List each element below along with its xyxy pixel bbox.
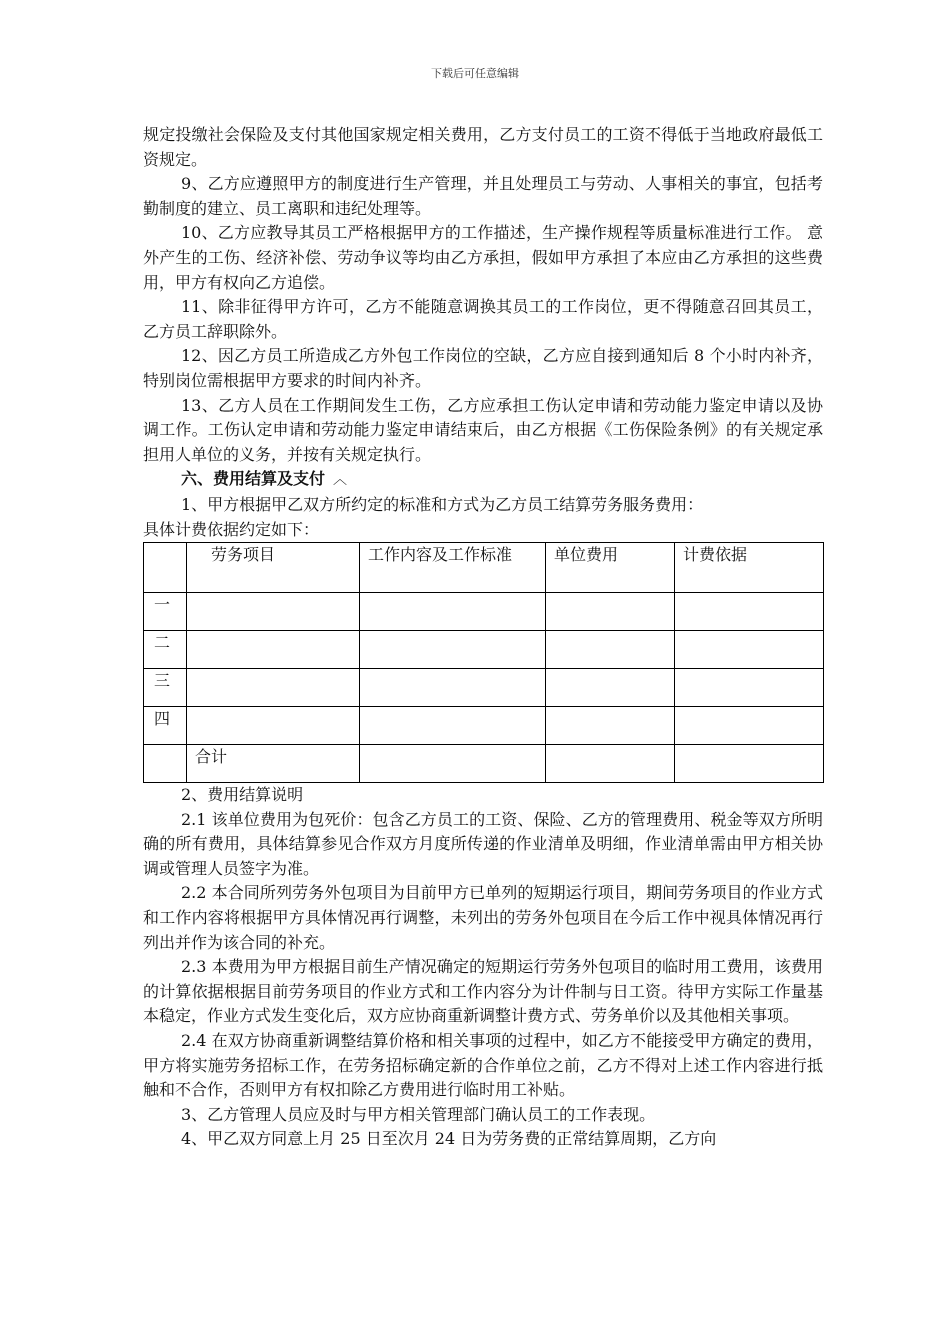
paragraph: 2.4 在双方协商重新调整结算价格和相关事项的过程中，如乙方不能接受甲方确定的费用，甲方将实施劳务招标工作，在劳务招标确定新的合作单位之前，乙方不得对上述工作内容进行抵触和不合作，否则甲方有权扣除乙方费用进行临时用工补贴。 (143, 1031, 823, 1100)
table-cell (546, 593, 675, 631)
section-heading-text: 六、费用结算及支付 (181, 469, 326, 489)
row-number-cell: 一 (144, 593, 187, 631)
paragraph: 2、费用结算说明 (181, 785, 304, 805)
table-cell (144, 745, 187, 783)
table-row (144, 593, 824, 631)
paragraphs-bottom (143, 783, 823, 1152)
paragraph: 2.3 本费用为甲方根据目前生产情况确定的短期运行劳务外包项目的临时用工费用，该费用的计算依据根据目前劳务项目的作业方式和工作内容分为计件制与日工资。待甲方实际工作量基本稳定，作业方式发生变化后，双方应协商重新调整计费方式、劳务单价以及其他相关事项。 (143, 957, 823, 1026)
paragraph: 11、除非征得甲方许可，乙方不能随意调换其员工的工作岗位，更不得随意召回其员工，乙方员工辞职除外。 (143, 297, 823, 341)
table-cell (360, 707, 546, 745)
table-cell (360, 745, 546, 783)
section-heading (143, 467, 823, 493)
table-cell (675, 745, 824, 783)
table-header-cell (144, 543, 187, 593)
page-header: 下载后可任意编辑 (431, 67, 519, 80)
table-header-cell: 计费依据 (675, 543, 824, 593)
paragraph: 13、乙方人员在工作期间发生工伤，乙方应承担工伤认定申请和劳动能力鉴定申请以及协调工作。工伤认定申请和劳动能力鉴定申请结束后，由乙方根据《工伤保险条例》的有关规定承担用人单位的义务，并按有关规定执行。 (143, 395, 823, 464)
table-row (144, 631, 824, 669)
paragraph: 4、甲乙双方同意上月 25 日至次月 24 日为劳务费的正常结算周期，乙方向 (181, 1129, 717, 1149)
table-cell (360, 669, 546, 707)
table-cell (187, 631, 360, 669)
table-cell (546, 745, 675, 783)
table-cell (187, 669, 360, 707)
fee-table-body (144, 543, 824, 783)
table-cell (675, 707, 824, 745)
table-header-cell: 工作内容及工作标准 (360, 543, 546, 593)
table-cell (675, 593, 824, 631)
table-cell (546, 631, 675, 669)
paragraph: 2.2 本合同所列劳务外包项目为目前甲方已单列的短期运行项目，期间劳务项目的作业方式和工作内容将根据甲方具体情况再行调整，未列出的劳务外包项目在今后工作中视具体情况再行列出并作为该合同的补充。 (143, 883, 823, 952)
document-body (143, 123, 823, 1152)
paragraph: 1、甲方根据甲乙双方所约定的标准和方式为乙方员工结算劳务服务费用： (181, 494, 704, 514)
paragraph: 3、乙方管理人员应及时与甲方相关管理部门确认员工的工作表现。 (181, 1104, 656, 1124)
collapse-mark-icon: ︿ (333, 472, 348, 489)
paragraph: 10、乙方应教导其员工严格根据甲方的工作描述，生产操作规程等质量标准进行工作。 意外产生的工伤、经济补偿、劳动争议等均由乙方承担，假如甲方承担了本应由乙方承担的这些费用，甲方有权向乙方追偿。 (143, 223, 823, 292)
table-header-row (144, 543, 824, 593)
paragraph: 2.1 该单位费用为包死价：包含乙方员工的工资、保险、乙方的管理费用、税金等双方所明确的所有费用，具体结算参见合作双方月度所传递的作业清单及明细，作业清单需由甲方相关协调或管理人员签字为准。 (143, 809, 823, 878)
table-cell (546, 669, 675, 707)
table-cell (187, 707, 360, 745)
table-total-row (144, 745, 824, 783)
row-number-cell: 三 (144, 669, 187, 707)
table-cell (360, 631, 546, 669)
paragraphs-top (143, 123, 823, 467)
table-header-cell: 单位费用 (546, 543, 675, 593)
table-header-cell: 劳务项目 (187, 543, 360, 593)
table-cell (675, 631, 824, 669)
row-number-cell: 二 (144, 631, 187, 669)
paragraph: 9、乙方应遵照甲方的制度进行生产管理，并且处理员工与劳动、人事相关的事宜，包括考勤制度的建立、员工离职和违纪处理等。 (143, 174, 823, 218)
row-number-cell: 四 (144, 707, 187, 745)
table-row (144, 669, 824, 707)
table-cell (546, 707, 675, 745)
table-row (144, 707, 824, 745)
table-cell (675, 669, 824, 707)
paragraph: 具体计费依据约定如下： (143, 519, 320, 539)
fee-table (143, 542, 824, 783)
paragraph: 12、因乙方员工所造成乙方外包工作岗位的空缺，乙方应自接到通知后 8 个小时内补齐，特别岗位需根据甲方要求的时间内补齐。 (143, 346, 823, 390)
paragraph: 规定投缴社会保险及支付其他国家规定相关费用，乙方支付员工的工资不得低于当地政府最低工资规定。 (143, 125, 823, 169)
table-cell (187, 593, 360, 631)
table-cell (360, 593, 546, 631)
paragraphs-mid (143, 493, 823, 542)
total-label-cell: 合计 (187, 745, 360, 783)
